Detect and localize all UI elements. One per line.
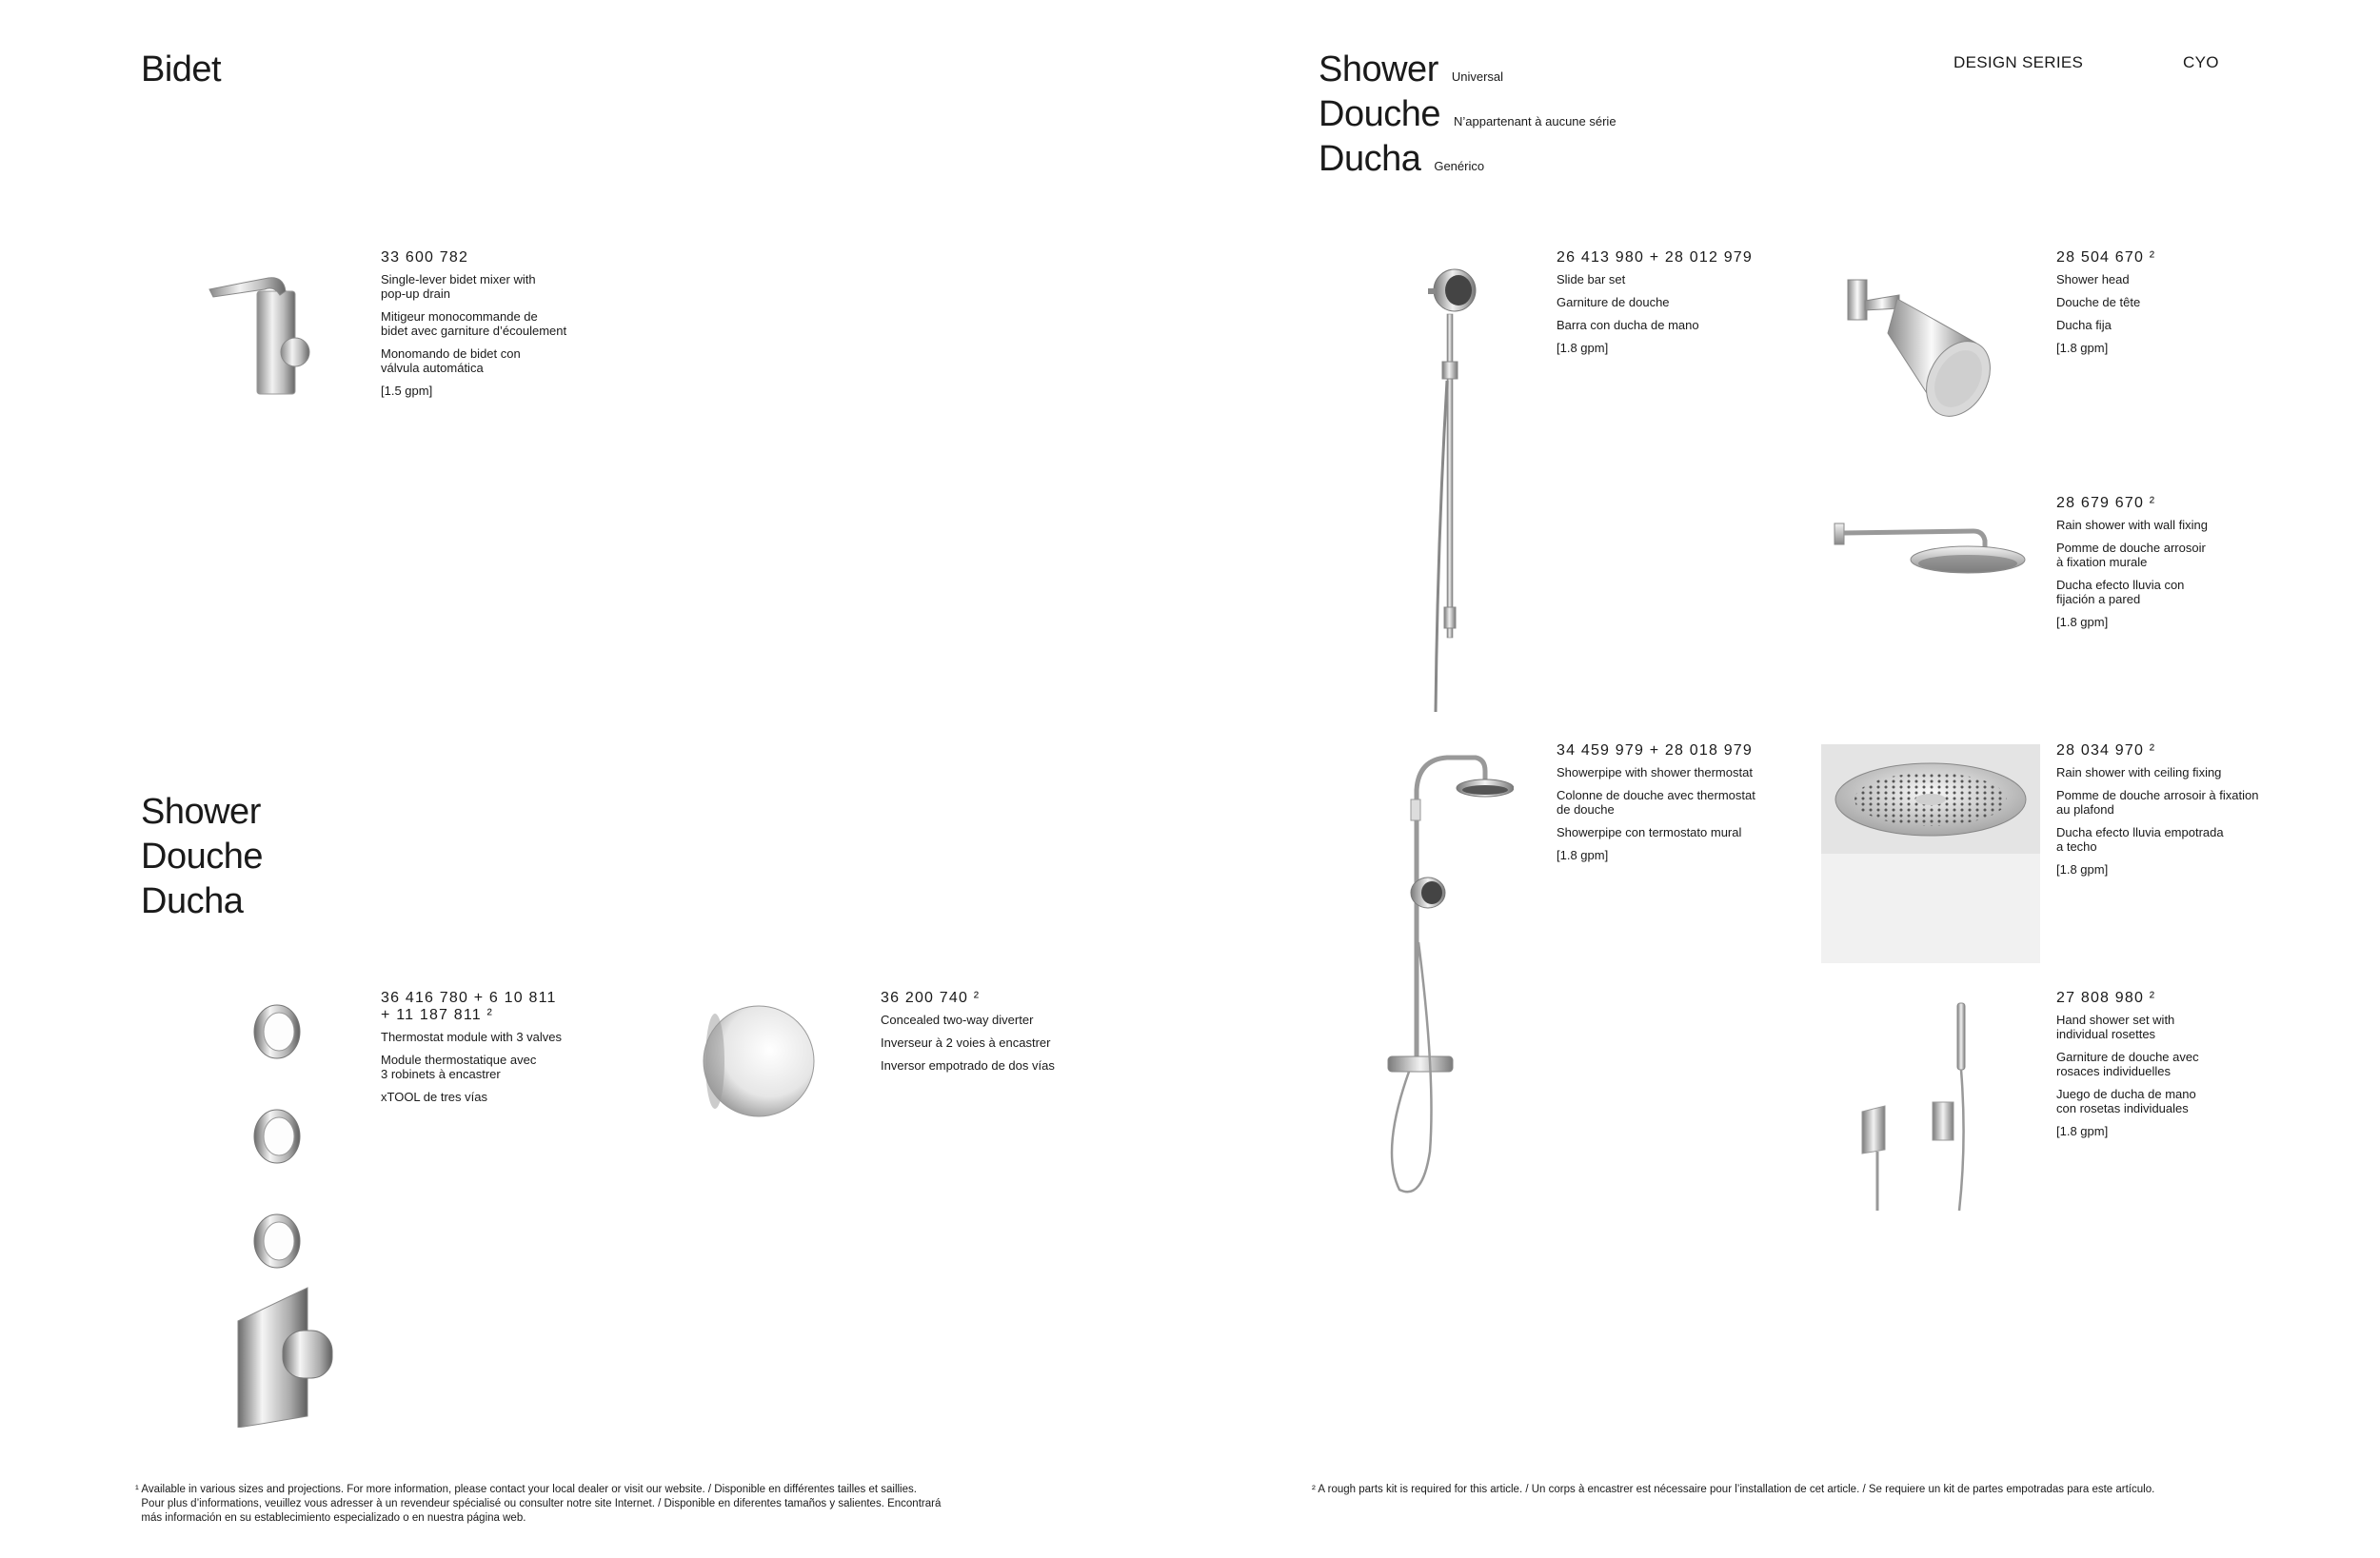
title-fr: Douche bbox=[1319, 94, 1440, 134]
title-es: Ducha bbox=[141, 881, 244, 921]
description-en: Concealed two-way diverter bbox=[881, 1013, 1034, 1027]
description-es: xTOOL de tres vías bbox=[381, 1090, 487, 1104]
slide-bar-set-image bbox=[1409, 257, 1485, 714]
description-en: Rain shower with wall fixing bbox=[2056, 518, 2208, 532]
flow-rate: [1.5 gpm] bbox=[381, 384, 433, 398]
flow-rate: [1.8 gpm] bbox=[1557, 848, 1609, 862]
rain-shower-ceiling-image bbox=[1821, 744, 2040, 963]
title-fr: Douche bbox=[141, 837, 263, 877]
description-es: Ducha efecto lluvia empotrada a techo bbox=[2056, 825, 2224, 854]
description-en: Rain shower with ceiling fixing bbox=[2056, 765, 2222, 779]
bidet-mixer-item bbox=[381, 249, 704, 406]
description-fr: Garniture de douche bbox=[1557, 295, 1670, 309]
article-number: 33 600 782 bbox=[381, 249, 469, 266]
description-fr: Pomme de douche arrosoir à fixation au plafond bbox=[2056, 788, 2259, 817]
article-number: 26 413 980 + 28 012 979 bbox=[1557, 249, 1753, 266]
rain-shower-wall-image bbox=[1833, 514, 2028, 581]
title-en: Shower bbox=[141, 792, 261, 832]
description-en: Hand shower set with individual rosettes bbox=[2056, 1013, 2175, 1041]
flow-rate: [1.8 gpm] bbox=[2056, 862, 2109, 877]
description-es: Ducha fija bbox=[2056, 318, 2112, 332]
description-fr: Module thermostatique avec 3 robinets à encastrer bbox=[381, 1053, 537, 1081]
article-number: 27 808 980 ² bbox=[2056, 990, 2156, 1006]
concealed-diverter-image bbox=[700, 1004, 819, 1118]
description-es: Inversor empotrado de dos vías bbox=[881, 1058, 1055, 1073]
left-footnote: ¹ Available in various sizes and projections. For more information, please contact your local dealer or visit our website. / Disponible en différentes tailles et saillies. Pour plus d’informations, veuillez vous adresser à un revendeur spécialisé ou consulter notre site Internet. / Disponible en diferentes tamaños y salientes. Encontrará más información en su establecimiento especializado o en nuestra página web. bbox=[135, 1484, 942, 1524]
thermostat-module-image bbox=[233, 997, 347, 1428]
flow-rate: [1.8 gpm] bbox=[2056, 1124, 2109, 1138]
description-fr: Pomme de douche arrosoir à fixation murale bbox=[2056, 541, 2206, 569]
description-fr: Douche de tête bbox=[2056, 295, 2141, 309]
shower-head-image bbox=[1842, 276, 2013, 419]
description-fr: Mitigeur monocommande de bidet avec garniture d’écoulement bbox=[381, 309, 567, 338]
description-fr: Inverseur à 2 voies à encastrer bbox=[881, 1035, 1051, 1050]
description-es: Monomando de bidet con válvula automática bbox=[381, 346, 521, 375]
article-number: 28 504 670 ² bbox=[2056, 249, 2156, 266]
description-es: Barra con ducha de mano bbox=[1557, 318, 1699, 332]
flow-rate: [1.8 gpm] bbox=[1557, 341, 1609, 355]
subtitle-fr: N’appartenant à aucune série bbox=[1453, 114, 1616, 128]
shower-section-title bbox=[141, 790, 263, 924]
article-number: 28 679 670 ² bbox=[2056, 495, 2156, 511]
design-series-label: DESIGN SERIES bbox=[1954, 53, 2084, 71]
right-footnote: ² A rough parts kit is required for this article. / Un corps à encastrer est nécessaire pour l’installation de cet article. / Se requiere un kit de partes empotradas para este artículo. bbox=[1312, 1484, 2155, 1495]
flow-rate: [1.8 gpm] bbox=[2056, 615, 2109, 629]
description-es: Juego de ducha de mano con rosetas individuales bbox=[2056, 1087, 2196, 1115]
article-number: 36 416 780 + 6 10 811 + 11 187 811 ² bbox=[381, 990, 557, 1023]
description-en: Slide bar set bbox=[1557, 272, 1626, 286]
subtitle-en: Universal bbox=[1451, 69, 1504, 84]
description-es: Showerpipe con termostato mural bbox=[1557, 825, 1742, 839]
description-en: Thermostat module with 3 valves bbox=[381, 1030, 563, 1044]
concealed-diverter-item bbox=[881, 990, 1204, 1081]
title-es: Ducha bbox=[1319, 139, 1421, 179]
series-name: CYO bbox=[2183, 53, 2219, 71]
hand-shower-set-item bbox=[2056, 990, 2380, 1147]
flow-rate: [1.8 gpm] bbox=[2056, 341, 2109, 355]
subtitle-es: Genérico bbox=[1434, 159, 1485, 173]
article-number: 36 200 740 ² bbox=[881, 990, 981, 1006]
description-en: Single-lever bidet mixer with pop-up drain bbox=[381, 272, 536, 301]
description-en: Showerpipe with shower thermostat bbox=[1557, 765, 1753, 779]
bidet-section-title: Bidet bbox=[141, 49, 222, 89]
slide-bar-set-item bbox=[1557, 249, 1880, 364]
article-number: 34 459 979 + 28 018 979 bbox=[1557, 742, 1753, 759]
title-en: Shower bbox=[1319, 49, 1438, 89]
description-fr: Garniture de douche avec rosaces individuelles bbox=[2056, 1050, 2199, 1078]
shower-head-item bbox=[2056, 249, 2380, 364]
description-en: Shower head bbox=[2056, 272, 2130, 286]
thermostat-module-item bbox=[381, 990, 704, 1113]
rain-shower-wall-item bbox=[2056, 495, 2380, 638]
description-es: Ducha efecto lluvia con fijación a pared bbox=[2056, 578, 2185, 606]
bidet-mixer-image bbox=[202, 265, 316, 398]
rain-shower-ceiling-item bbox=[2056, 742, 2380, 885]
showerpipe-image bbox=[1380, 752, 1514, 1199]
shower-universal-title bbox=[1319, 48, 1616, 182]
description-fr: Colonne de douche avec thermostat de douche bbox=[1557, 788, 1755, 817]
hand-shower-set-image bbox=[1854, 999, 1988, 1213]
article-number: 28 034 970 ² bbox=[2056, 742, 2156, 759]
